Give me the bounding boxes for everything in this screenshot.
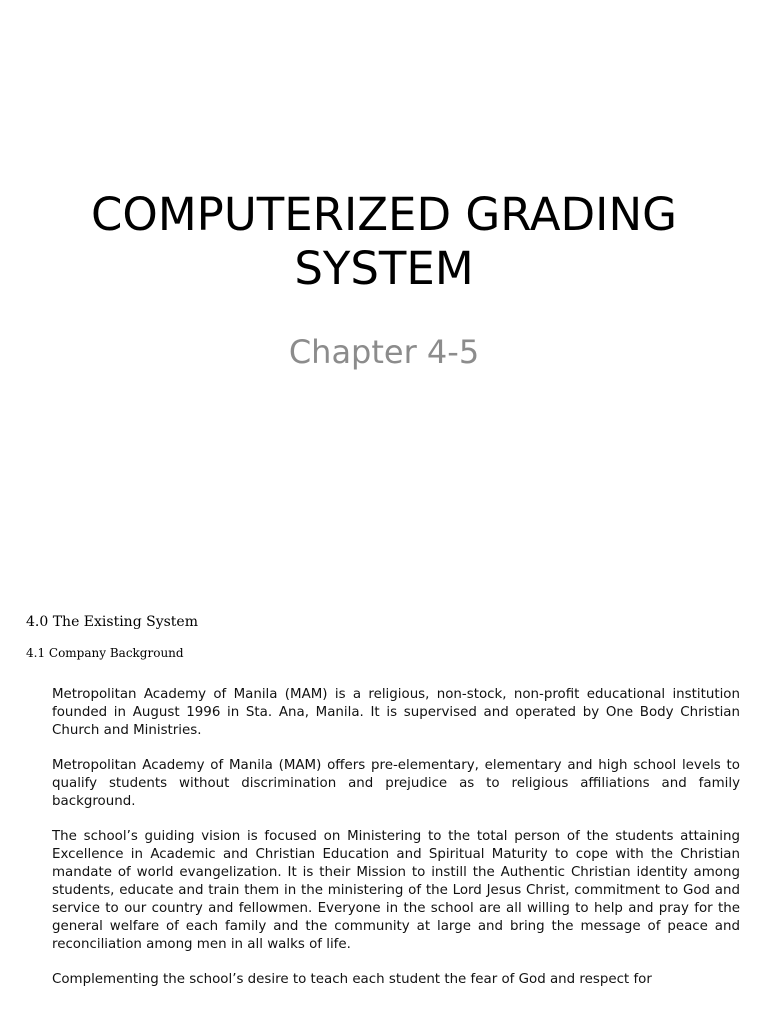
paragraph: Metropolitan Academy of Manila (MAM) is a religious, non-stock, non-profit educational institution founded in August 1996 in Sta. Ana, Manila. It is supervised and operated by One Body Christian Church and Ministries. xyxy=(52,687,740,738)
paragraph: Metropolitan Academy of Manila (MAM) offers pre-elementary, elementary and high school levels to qualify students without discrimination and prejudice as to religious affiliations and family background. xyxy=(52,758,740,809)
body-text xyxy=(52,686,740,1006)
subsection-heading: 4.1 Company Background xyxy=(26,646,184,660)
chapter-subtitle: Chapter 4-5 xyxy=(288,333,480,371)
document-title: COMPUTERIZED GRADING SYSTEM xyxy=(91,188,677,295)
section-heading: 4.0 The Existing System xyxy=(26,614,198,630)
paragraph: The school’s guiding vision is focused on Ministering to the total person of the students attaining Excellence in Academic and Christian Education and Spiritual Maturity to cope with the Christian mandate of world evangelization. It is their Mission to instill the Authentic Christian identity among students, educate and train them in the ministering of the Lord Jesus Christ, commitment to God and service to our country and fellowmen. Everyone in the school are all willing to help and pray for the general welfare of each family and the community at large and bring the message of peace and reconciliation among men in all walks of life. xyxy=(52,829,740,952)
paragraph: Complementing the school’s desire to teach each student the fear of God and respect for xyxy=(52,972,652,987)
